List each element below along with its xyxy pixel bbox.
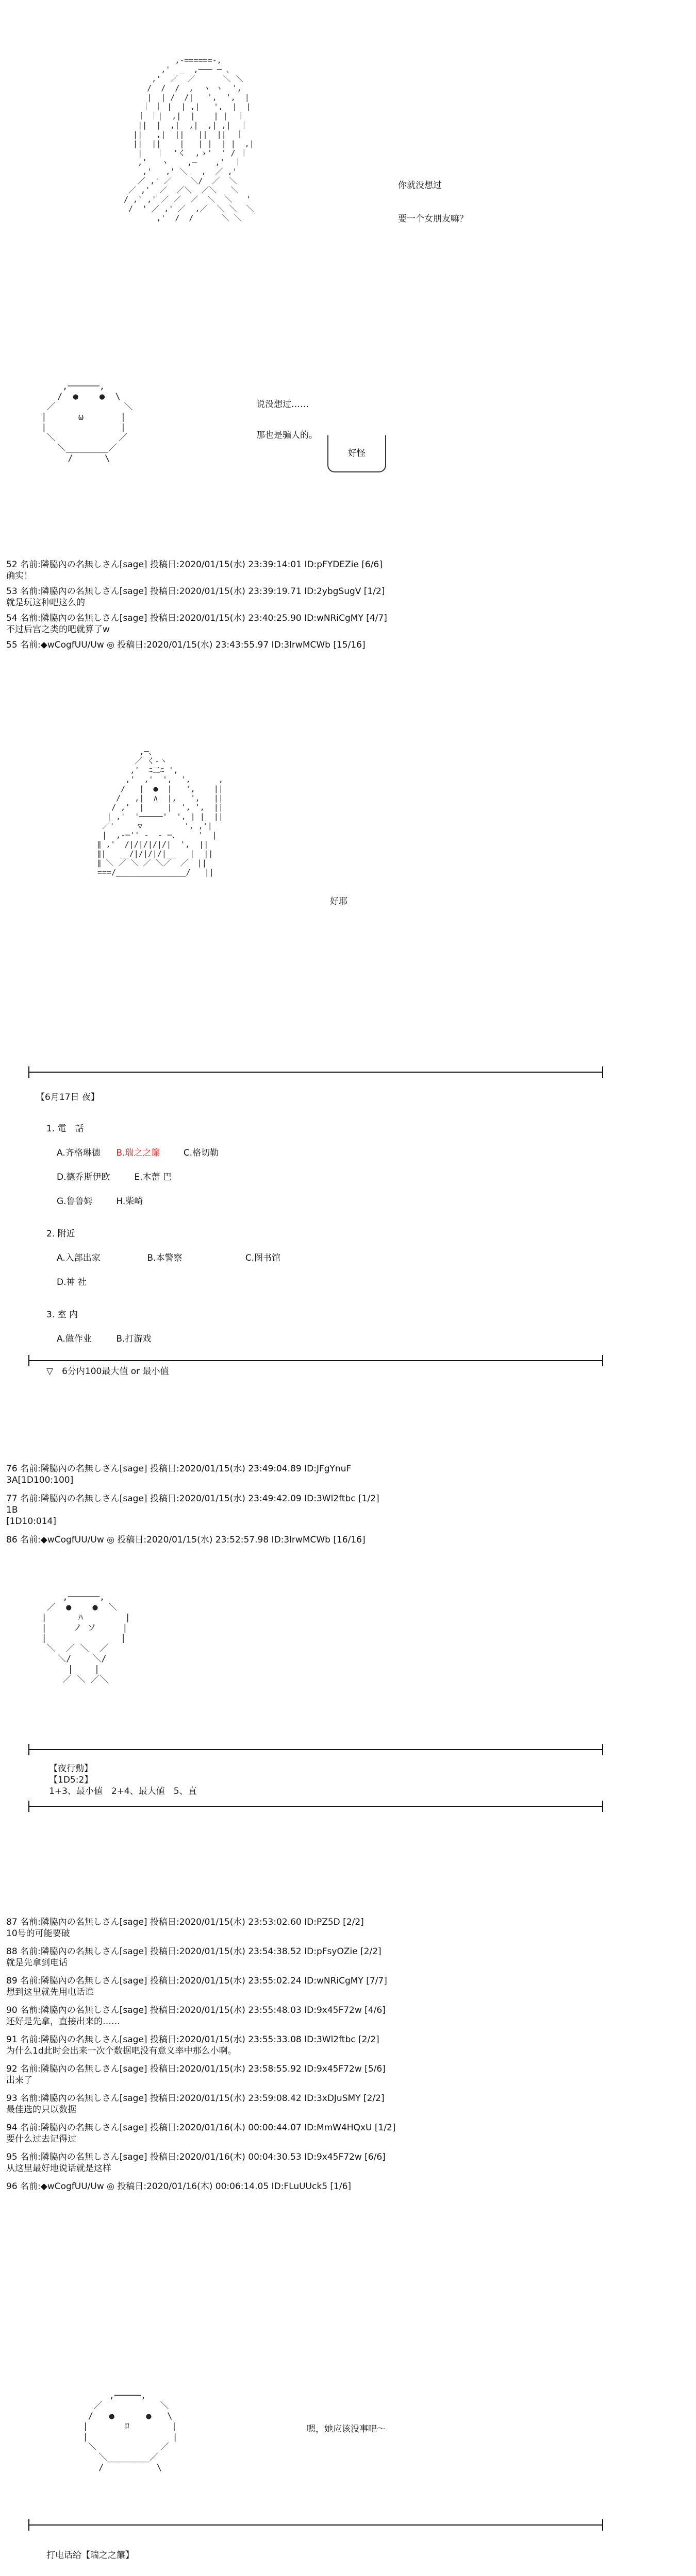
menu-note: ▽ 6分内100最大值 or 最小值 bbox=[46, 1366, 169, 1377]
menu-row bbox=[57, 1331, 577, 1344]
post-header: 76 名前:隣脇內の名無しさん[sage] 投稿日:2020/01/15(水) 23:49:04.89 ID:JFgYnuF bbox=[6, 1464, 352, 1474]
menu-section-title: 3. 室 内 bbox=[46, 1310, 78, 1320]
post bbox=[6, 2122, 687, 2145]
post-body: 出来了 bbox=[6, 2075, 32, 2086]
post-body: 还好是先拿，直接出来的…… bbox=[6, 2016, 120, 2027]
menu-section-title: 2. 附近 bbox=[46, 1229, 75, 1239]
post bbox=[6, 559, 687, 582]
sign-board bbox=[327, 435, 386, 472]
ascii-art-figure-1: ,-======-, ,' _ ,─── ─ 、 ,' ／ ／ ＼ ＼ / / / , ヽ ヽ ', | | / /| ', ', | ｜ ｜ | | ,| ', | | ｜ ｜| ,| | | | ｜ || | ,| ,| ,| ,| ｜ || ,| || || || ｜ || || | | | | | ,| | ｜ 'く ,ゝ' ' / ｜ ,' ヽ ,─ ,' ｜ ,' ,' ＼ , ／ ,' ／ ,' ／ ＼/ ／ ＼ ／ ,' ／ ／＼ ／＼ ＼ / ,' ,' ／ ／ ／ ＼ ＼ ' / ' ／ ,' ／ ,／ ＼ ＼ ＼ ,' / / ＼ ＼ bbox=[124, 56, 254, 223]
menu-section-title: 1. 電 話 bbox=[46, 1124, 84, 1134]
menu-option[interactable]: D.神 社 bbox=[57, 1277, 87, 1287]
menu-option[interactable]: C.图书馆 bbox=[245, 1253, 281, 1263]
post-header: 87 名前:隣脇內の名無しさん[sage] 投稿日:2020/01/15(水) 23:53:02.60 ID:PZ5D [2/2] bbox=[6, 1917, 364, 1927]
post-header: 96 名前:◆wCogfUU/Uw ◎ 投稿日:2020/01/16(木) 00:06:14.05 ID:FLuUUck5 [1/6] bbox=[6, 2181, 352, 2192]
separator-bottom bbox=[28, 1360, 603, 1361]
post bbox=[6, 1975, 687, 1998]
sign-text: 好怪 bbox=[348, 448, 366, 459]
separator-top bbox=[28, 1749, 603, 1750]
ascii-art-face-3: ,─────, ／ ＼ / ● ● \ | ﾛ | | | ＼ ／ ＼________／ / \ bbox=[82, 2391, 178, 2473]
post-body: 最佳选的只以数据 bbox=[6, 2105, 76, 2115]
post-body: [1D10:014] bbox=[6, 1516, 56, 1527]
post bbox=[6, 613, 687, 635]
post-list-b bbox=[6, 1463, 687, 1546]
post-header: 92 名前:隣脇內の名無しさん[sage] 投稿日:2020/01/15(水) 23:58:55.92 ID:9x45F72w [5/6] bbox=[6, 2064, 386, 2074]
menu-row bbox=[57, 1145, 577, 1158]
post-header: 55 名前:◆wCogfUU/Uw ◎ 投稿日:2020/01/15(水) 23:43:55.97 ID:3lrwMCWb [15/16] bbox=[6, 640, 366, 650]
post bbox=[6, 586, 687, 608]
menu-date: 【6月17日 夜】 bbox=[36, 1092, 100, 1103]
post-body: 确实！ bbox=[6, 571, 32, 581]
ascii-art-figure-2: ,─、 ／ く-ヽ ,' ﾆ二ﾆ ', ,' ,' ', ', , / | ● | ', || / ,| ∧ |, ', || / ,' | | ', ', || | ,' '─────' ', | | || ／' ▽ ', ,'| | ,-─'' ‐ ‐ ─、 ' | ∥ ,' /|/|/|/|/| ', || ∥| __/|/|/|/|__ | || ∥ ＼ ／ ＼ ／ ＼／ ／ || ===/_______________/ || bbox=[97, 747, 223, 877]
post bbox=[6, 1917, 687, 1939]
post-body: 就是先拿到电话 bbox=[6, 1958, 68, 1968]
dialogue-line: 嗯，她应该没事吧～ bbox=[307, 2424, 386, 2434]
dialogue-line: 要一个女朋友嘛？ bbox=[398, 214, 468, 224]
post bbox=[6, 2034, 687, 2057]
post-body: 从这里最好地说话就是这样 bbox=[6, 2163, 111, 2174]
menu-option[interactable]: E.木蕾 巴 bbox=[134, 1172, 172, 1182]
dialogue-line: 那也是骗人的。 bbox=[256, 430, 318, 440]
menu-option[interactable]: G.鲁鲁姆 bbox=[57, 1196, 93, 1207]
post-header: 91 名前:隣脇內の名無しさん[sage] 投稿日:2020/01/15(水) 23:55:33.08 ID:3Wl2ftbc [2/2] bbox=[6, 2035, 379, 2045]
menu-option[interactable]: C.格切勒 bbox=[183, 1148, 219, 1158]
menu-options: 1+3、最小値 2+4、最大値 5、直 bbox=[49, 1786, 197, 1797]
menu-row bbox=[57, 1194, 577, 1207]
post bbox=[6, 2151, 687, 2174]
post-header: 52 名前:隣脇內の名無しさん[sage] 投稿日:2020/01/15(水) 23:39:14:01 ID:pFYDEZie [6/6] bbox=[6, 560, 383, 570]
post bbox=[6, 639, 687, 651]
menu-option[interactable]: B.本警察 bbox=[147, 1253, 183, 1263]
menu-option[interactable]: B.打游戏 bbox=[116, 1334, 152, 1344]
post-body: 要什么过去记得过 bbox=[6, 2134, 76, 2144]
menu-row bbox=[57, 1250, 577, 1263]
post bbox=[6, 2063, 687, 2086]
menu-option-highlighted[interactable]: B.瑞之之簾 bbox=[116, 1148, 160, 1158]
post-header: 53 名前:隣脇內の名無しさん[sage] 投稿日:2020/01/15(水) 23:39:19.71 ID:2ybgSugV [1/2] bbox=[6, 586, 385, 597]
post bbox=[6, 2093, 687, 2115]
post-header: 89 名前:隣脇內の名無しさん[sage] 投稿日:2020/01/15(水) 23:55:02.24 ID:wNRiCgMY [7/7] bbox=[6, 1976, 387, 1986]
dialogue-line: 你就没想过 bbox=[398, 180, 442, 191]
post-body: 想到这里就先用电话谁 bbox=[6, 1987, 94, 1997]
post bbox=[6, 2181, 687, 2192]
post-body: 3A[1D100:100] bbox=[6, 1475, 74, 1485]
post-header: 94 名前:隣脇內の名無しさん[sage] 投稿日:2020/01/16(木) 00:00:44.07 ID:MmW4HQxU [1/2] bbox=[6, 2123, 396, 2133]
post-header: 93 名前:隣脇內の名無しさん[sage] 投稿日:2020/01/15(水) 23:59:08.42 ID:3xDJuSMY [2/2] bbox=[6, 2093, 385, 2104]
post bbox=[6, 1534, 687, 1546]
post-header: 77 名前:隣脇內の名無しさん[sage] 投稿日:2020/01/15(水) 23:49:42.09 ID:3Wl2ftbc [1/2] bbox=[6, 1494, 379, 1504]
post-body: 就是玩这种吧这么的 bbox=[6, 598, 85, 608]
menu-option[interactable]: D.德乔斯伊欧 bbox=[57, 1172, 110, 1182]
dialogue-line: 好耶 bbox=[330, 896, 347, 907]
post-header: 54 名前:隣脇內の名無しさん[sage] 投稿日:2020/01/15(水) 23:40:25.90 ID:wNRiCgMY [4/7] bbox=[6, 613, 387, 623]
post-header: 95 名前:隣脇內の名無しさん[sage] 投稿日:2020/01/16(木) 00:04:30.53 ID:9x45F72w [6/6] bbox=[6, 2152, 386, 2162]
post bbox=[6, 1493, 687, 1527]
menu-option[interactable]: A.做作业 bbox=[57, 1334, 92, 1344]
post bbox=[6, 1946, 687, 1969]
choice-menu-1 bbox=[36, 1090, 577, 1377]
menu-title: 【夜行動】 bbox=[49, 1764, 93, 1774]
ascii-art-face-1: ,──────, / ● ● \ ／ ＼ | ω | | | ＼ ／ ＼________／ / \ bbox=[41, 381, 133, 464]
menu-option[interactable]: H.柴崎 bbox=[116, 1196, 143, 1207]
separator-top bbox=[28, 2524, 603, 2526]
separator-top bbox=[28, 1072, 603, 1073]
menu-option[interactable]: A.入部出家 bbox=[57, 1253, 101, 1263]
menu-row bbox=[57, 1170, 577, 1182]
post-body: 10号的可能要破 bbox=[6, 1928, 70, 1939]
post-header: 88 名前:隣脇內の名無しさん[sage] 投稿日:2020/01/15(水) 23:54:38.52 ID:pFsyOZie [2/2] bbox=[6, 1946, 382, 1957]
post bbox=[6, 2005, 687, 2027]
post-header: 90 名前:隣脇內の名無しさん[sage] 投稿日:2020/01/15(水) 23:55:48.03 ID:9x45F72w [4/6] bbox=[6, 2005, 386, 2015]
separator-bottom bbox=[28, 1806, 603, 1807]
menu-row bbox=[57, 1275, 577, 1287]
post bbox=[6, 1463, 687, 1486]
menu-dice: 【1D5:2】 bbox=[49, 1775, 93, 1785]
dialogue-line: 说没想过…… bbox=[256, 399, 309, 410]
post-list-c bbox=[6, 1917, 687, 2192]
post-body: 不过后宫之类的吧就算了w bbox=[6, 624, 110, 635]
choice-menu-2 bbox=[49, 1763, 197, 1797]
post-body: 为什么1d此时会出来一次个数据吧没有意义率中那么小啊。 bbox=[6, 2046, 237, 2056]
menu-option[interactable]: A.齐格琳德 bbox=[57, 1148, 101, 1158]
call-banner: 打电话给【瑞之之簾】 bbox=[46, 2550, 134, 2561]
ascii-art-face-2: ,──────, ／ ● ● ＼ | ﾊ | | ノ ソ | | | ＼ ／ ＼ ／ ＼/ ＼/ | | ／ ＼ ／＼ bbox=[41, 1592, 130, 1685]
post-list-a bbox=[6, 559, 687, 651]
post-body: 1B bbox=[6, 1505, 18, 1515]
post-header: 86 名前:◆wCogfUU/Uw ◎ 投稿日:2020/01/15(水) 23:52:57.98 ID:3lrwMCWb [16/16] bbox=[6, 1535, 366, 1545]
